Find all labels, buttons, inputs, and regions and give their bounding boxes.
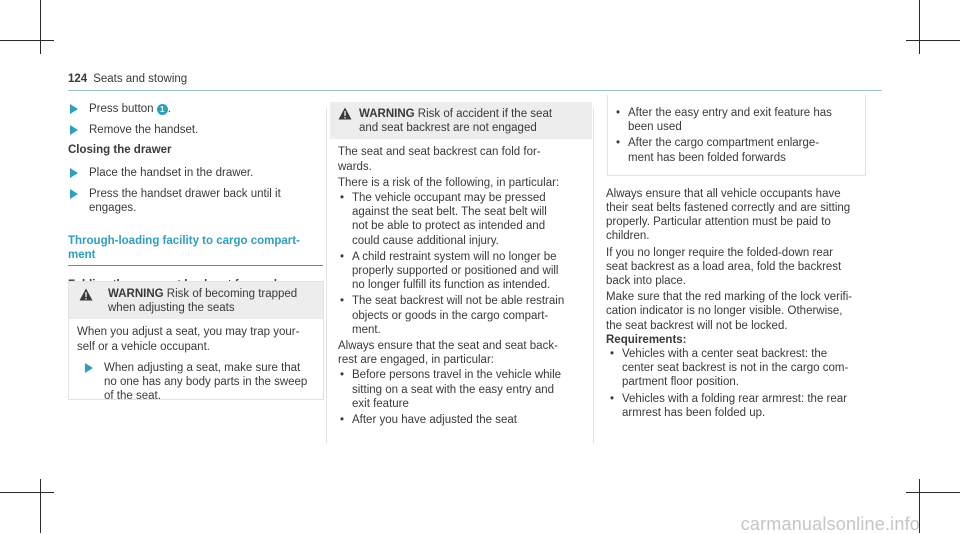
list-item: • After you have adjusted the seat	[340, 414, 517, 427]
warning-body: When you adjust a seat, you may trap your- self or a vehicle occupant. When adjusting a seat, make sure that no one has any body parts in the sweep of the seat.	[69, 319, 323, 409]
paragraph: Always ensure that the seat and seat back- rest are engaged, in particular:	[338, 340, 558, 367]
step-press-button: Press button 1 .	[68, 102, 323, 116]
warning-step: When adjusting a seat, make sure that no one has any body parts in the sweep of the seat.	[83, 361, 315, 404]
column-divider	[326, 108, 327, 443]
warning-label: WARNING	[108, 288, 164, 300]
list-item: • Vehicles with a center seat backrest: the center seat backrest is not in the cargo com- partment floor position.	[610, 348, 849, 389]
section-title: Seats and stowing	[93, 73, 188, 85]
warning-triangle-icon	[338, 107, 352, 120]
step-arrow-icon	[70, 104, 78, 114]
warning-box-trapped	[68, 281, 324, 403]
paragraph: The seat and seat backrest can fold for- wards.	[338, 146, 541, 173]
warning-label: WARNING	[359, 108, 415, 120]
section-heading-through-loading: Through-loading facility to cargo compart- ment	[68, 235, 300, 262]
step-place-handset: Place the handset in the drawer.	[68, 166, 323, 180]
list-item: • After the easy entry and exit feature has been used	[616, 107, 832, 134]
button-1-badge-icon: 1	[157, 104, 168, 115]
paragraph: There is a risk of the following, in particular:	[338, 176, 560, 189]
warning-header: WARNING Risk of becoming trapped when adjusting the seats	[69, 282, 323, 319]
heading-requirements: Requirements:	[606, 333, 687, 346]
column-2	[338, 102, 588, 427]
page-number: 124	[68, 73, 88, 85]
step-arrow-icon	[70, 168, 78, 178]
crop-mark	[0, 492, 54, 493]
list-item: • After the cargo compartment enlarge- ment has been folded forwards	[616, 137, 820, 164]
crop-mark	[40, 479, 41, 533]
watermark: carmanualsonline.info	[740, 513, 920, 534]
column-3	[606, 106, 877, 420]
warning-header-accident: WARNING Risk of accident if the seat and seat backrest are not engaged	[330, 102, 592, 139]
warning-triangle-icon	[79, 288, 93, 301]
step-remove-handset: Remove the handset.	[68, 123, 323, 137]
crop-mark	[906, 40, 960, 41]
heading-closing-drawer: Closing the drawer	[68, 144, 172, 157]
column-divider	[593, 108, 594, 443]
column-1	[68, 102, 323, 292]
list-item: • The vehicle occupant may be pressed against the seat belt. The seat belt will not be able to protect as intended and could cause additional injury.	[340, 192, 547, 247]
crop-mark	[0, 40, 54, 41]
list-item: • The seat backrest will not be able restrain objects or goods in the cargo compart- ment.	[340, 295, 565, 336]
section-heading-rule	[68, 265, 323, 266]
header-rule	[68, 90, 882, 91]
crop-mark	[919, 0, 920, 54]
paragraph: If you no longer require the folded-down rear seat backrest as a load area, fold the backrest back into place.	[606, 246, 842, 288]
list-item: • A child restraint system will no longer be properly supported or positioned and will no longer fulfill its function as intended.	[340, 250, 559, 292]
step-arrow-icon	[85, 363, 93, 373]
list-item: • Before persons travel in the vehicle while sitting on a seat with the easy entry and exit feature	[340, 369, 562, 410]
paragraph: Always ensure that all vehicle occupants have their seat belts fastened correctly and are sitting properly. Particular attention must be paid to children.	[606, 187, 851, 243]
list-item: • Vehicles with a folding rear armrest: the rear armrest has been folded up.	[610, 392, 847, 419]
crop-mark	[906, 492, 960, 493]
step-arrow-icon	[70, 189, 78, 199]
step-arrow-icon	[70, 125, 78, 135]
step-press-drawer: Press the handset drawer back until it engages.	[68, 187, 323, 215]
paragraph: Make sure that the red marking of the lock verifi- cation indicator is no longer visible. Otherwise, the seat backrest will not be locked.	[606, 291, 853, 332]
page-header	[68, 72, 187, 86]
crop-mark	[40, 0, 41, 54]
